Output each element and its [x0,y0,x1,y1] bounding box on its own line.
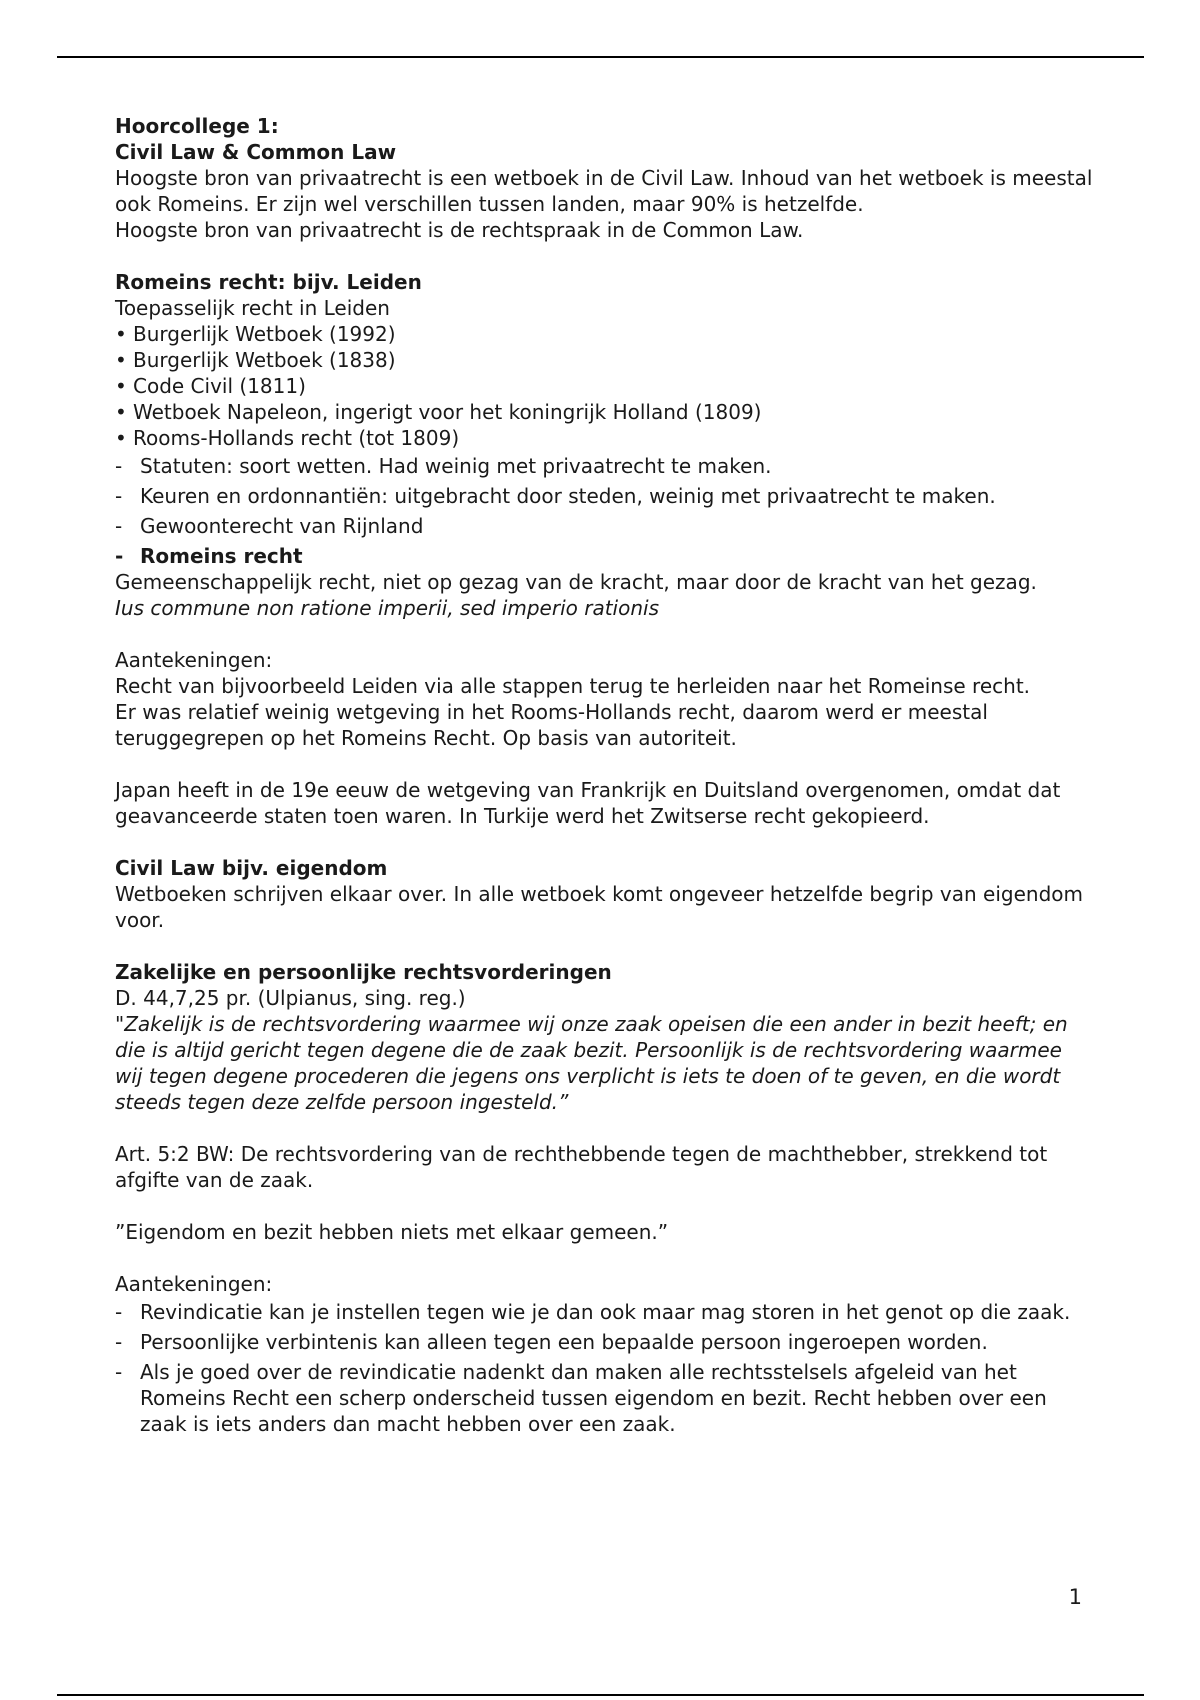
document-body [115,113,1095,1441]
intro-paragraph: Hoogste bron van privaatrecht is de rechtspraak in de Common Law. [115,218,804,242]
dash-item: - Persoonlijke verbintenis kan alleen tegen een bepaalde persoon ingeroepen worden. [115,1330,988,1354]
civil-paragraph: Wetboeken schrijven elkaar over. In alle wetboek komt ongeveer hetzelfde begrip van eigendom voor. [115,882,1084,932]
dash-icon: - [115,1360,123,1384]
section-heading-romeins: Romeins recht: bijv. Leiden [115,270,422,294]
eigendom-quote: ”Eigendom en bezit hebben niets met elkaar gemeen.” [115,1220,669,1244]
bullet-icon: • [115,348,127,372]
ulpianus-quote: "Zakelijk is de rechtsvordering waarmee wij onze zaak opeisen die een ander in bezit heeft; en die is altijd gericht tegen degene die de zaak bezit. Persoonlijk is de rechtsvordering waarmee wij tegen degene procederen die jegens ons verplicht is iets te doen of te geven, en die wordt steeds tegen deze zelfde persoon ingesteld.” [115,1012,1068,1114]
intro-paragraph: Hoogste bron van privaatrecht is een wetboek in de Civil Law. Inhoud van het wetboek is meestal ook Romeins. Er zijn wel verschillen tussen landen, maar 90% is hetzelfde. [115,166,1093,216]
dash-item-bold: - Romeins recht [115,544,303,568]
bullet-item: • Burgerlijk Wetboek (1838) [115,348,396,372]
notes-paragraph: Recht van bijvoorbeeld Leiden via alle stappen terug te herleiden naar het Romeinse recht. [115,674,1031,698]
article-paragraph: Art. 5:2 BW: De rechtsvordering van de rechthebbende tegen de machthebber, strekkend tot afgifte van de zaak. [115,1142,1048,1192]
bullet-icon: • [115,400,127,424]
bullet-item: • Burgerlijk Wetboek (1992) [115,322,396,346]
bullet-icon: • [115,426,127,450]
source-citation: D. 44,7,25 pr. (Ulpianus, sing. reg.) [115,986,466,1010]
dash-icon: - [115,544,124,568]
section-heading-zakelijk: Zakelijke en persoonlijke rechtsvorderingen [115,960,612,984]
bullet-item: • Rooms-Hollands recht (tot 1809) [115,426,460,450]
bullet-item: • Wetboek Napeleon, ingerigt voor het koningrijk Holland (1809) [115,400,762,424]
dash-icon: - [115,484,123,508]
footer-rule [57,1694,1144,1696]
notes-paragraph: Er was relatief weinig wetgeving in het Rooms-Hollands recht, daarom werd er meestal teruggegrepen op het Romeins Recht. Op basis van autoriteit. [115,700,988,750]
dash-icon: - [115,1300,123,1324]
page-number: 1 [1068,1585,1082,1609]
bullet-item: • Code Civil (1811) [115,374,306,398]
dash-item: - Revindicatie kan je instellen tegen wie je dan ook maar mag storen in het genot op die zaak. [115,1300,1071,1324]
notes-label: Aantekeningen: [115,648,273,672]
notes-label: Aantekeningen: [115,1272,273,1296]
latin-quote: Ius commune non ratione imperii, sed imperio rationis [115,596,660,620]
dash-item: - Statuten: soort wetten. Had weinig met privaatrecht te maken. [115,454,772,478]
dash-item: - Gewoonterecht van Rijnland [115,514,424,538]
dash-item: - Als je goed over de revindicatie nadenkt dan maken alle rechtsstelsels afgeleid van het Romeins Recht een scherp onderscheid tussen eigendom en bezit. Recht hebben over een zaak is iets anders dan macht hebben over een zaak. [115,1360,1047,1436]
header-rule [57,56,1144,58]
dash-item: - Keuren en ordonnantiën: uitgebracht door steden, weinig met privaatrecht te maken. [115,484,996,508]
gemeen-paragraph: Gemeenschappelijk recht, niet op gezag van de kracht, maar door de kracht van het gezag. [115,570,1037,594]
section-heading-civil-eigendom: Civil Law bijv. eigendom [115,856,388,880]
dash-icon: - [115,514,123,538]
lecture-title: Hoorcollege 1: [115,114,279,138]
dash-icon: - [115,1330,123,1354]
bullet-icon: • [115,322,127,346]
section-heading-civil-common: Civil Law & Common Law [115,140,397,164]
subheading-toepasselijk: Toepasselijk recht in Leiden [115,296,390,320]
bullet-icon: • [115,374,127,398]
dash-icon: - [115,454,123,478]
japan-paragraph: Japan heeft in de 19e eeuw de wetgeving van Frankrijk en Duitsland overgenomen, omdat dat geavanceerde staten toen waren. In Turkije werd het Zwitserse recht gekopieerd. [115,778,1061,828]
